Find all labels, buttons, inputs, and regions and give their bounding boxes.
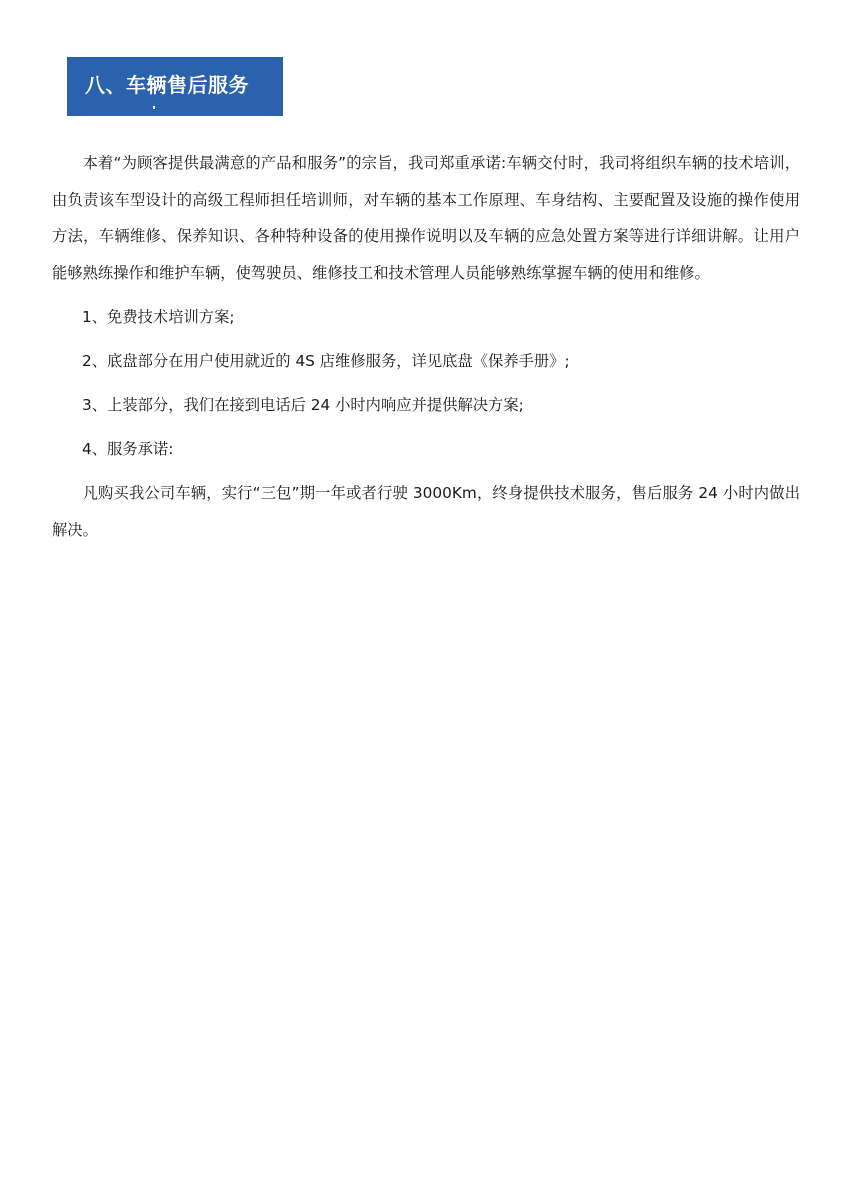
closing-paragraph: 凡购买我公司车辆，实行“三包”期一年或者行驶 3000Km，终身提供技术服务，售后服务 24 小时内做出解决。 [52, 483, 800, 539]
list-item: 3、上装部分，我们在接到电话后 24 小时内响应并提供解决方案; [82, 395, 524, 414]
header-decoration [153, 106, 155, 109]
section-title: 八、车辆售后服务 [85, 73, 249, 97]
intro-paragraph: 本着“为顾客提供最满意的产品和服务”的宗旨，我司郑重承诺:车辆交付时，我司将组织车辆的技术培训，由负责该车型设计的高级工程师担任培训师，对车辆的基本工作原理、车身结构、主要配置及设施的操作使用方法，车辆维修、保养知识、各种特种设备的使用操作说明以及车辆的应急处置方案等进行详细讲解。让用户能够熟练操作和维护车辆，使驾驶员、维修技工和技术管理人员能够熟练掌握车辆的使用和维修。 [52, 154, 800, 283]
list-item: 1、免费技术培训方案; [82, 307, 235, 326]
document-body [52, 145, 800, 555]
list-item: 2、底盘部分在用户使用就近的 4S 店维修服务，详见底盘《保养手册》; [82, 351, 570, 370]
section-header [67, 57, 283, 116]
list-item: 4、服务承诺: [82, 439, 174, 458]
